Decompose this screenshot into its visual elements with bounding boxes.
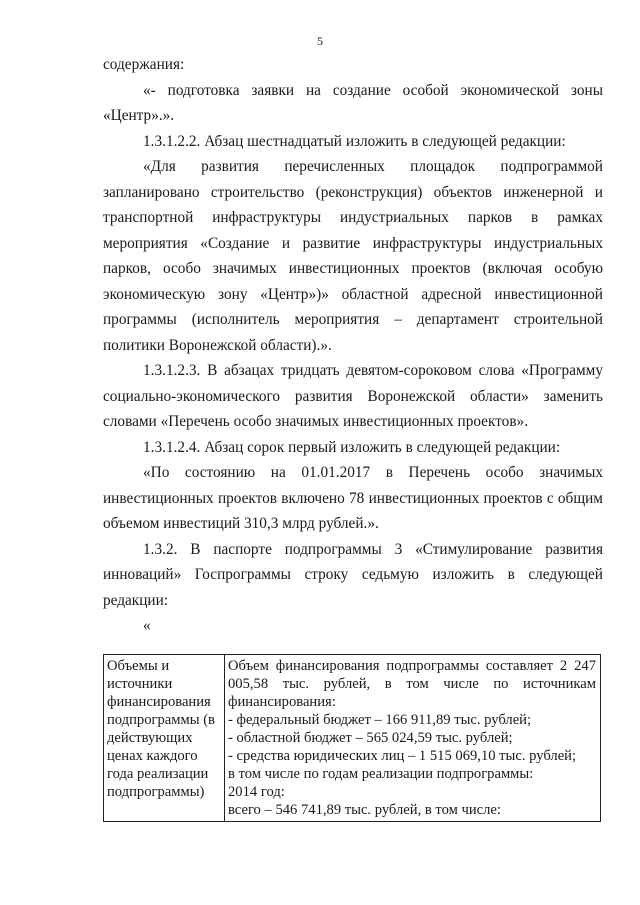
- paragraph: 1.3.1.2.2. Абзац шестнадцатый изложить в следующей редакции:: [143, 132, 566, 150]
- paragraph: 1.3.1.2.3. В абзацах тридцать девятом-сороковом слова «Программу социально-экономического развития Воронежской области» заменить словами «Перечень особо значимых инвестиционных проектов».: [103, 362, 603, 430]
- table-line: - средства юридических лиц – 1 515 069,10 тыс. рублей;: [228, 748, 577, 764]
- table-line: - областной бюджет – 565 024,59 тыс. рублей;: [228, 730, 513, 746]
- table-cell-label: Объемы и источники финансирования подпрограммы (в действующих ценах каждого года реализации подпрограммы): [104, 655, 225, 822]
- table-line: Объем финансирования подпрограммы составляет 2 247 005,58 тыс. рублей, в том числе по источникам финансирования:: [228, 658, 596, 710]
- table-cell-value: [225, 655, 601, 822]
- paragraph: «По состоянию на 01.01.2017 в Перечень особо значимых инвестиционных проектов включено 78 инвестиционных проектов с общим объемом инвестиций 310,3 млрд рублей.».: [103, 464, 603, 532]
- table-line: всего – 546 741,89 тыс. рублей, в том числе:: [228, 802, 501, 818]
- paragraph: 1.3.2. В паспорте подпрограммы 3 «Стимулирование развития инноваций» Госпрограммы строку седьмую изложить в следующей редакции:: [103, 540, 603, 609]
- paragraph: 1.3.1.2.4. Абзац сорок первый изложить в следующей редакции:: [143, 438, 561, 456]
- paragraph: «Для развития перечисленных площадок подпрограммой запланировано строительство (реконструкция) объектов инженерной и транспортной инфраструктуры индустриальных парков в рамках мероприятия «Создание и развитие инфраструктуры индустриальных парков, особо значимых инвестиционных проектов (включая особую экономическую зону «Центр»)» областной адресной инвестиционной программы (исполнитель мероприятия – департамент строительной политики Воронежской области).».: [103, 158, 603, 354]
- table-row: [104, 655, 601, 822]
- table-line: - федеральный бюджет – 166 911,89 тыс. рублей;: [228, 712, 532, 728]
- table-line: 2014 год:: [228, 784, 285, 800]
- table-line: в том числе по годам реализации подпрограммы:: [228, 766, 534, 782]
- opening-quote: «: [143, 617, 151, 634]
- paragraph: содержания:: [103, 56, 185, 73]
- paragraph: «- подготовка заявки на создание особой экономической зоны «Центр».».: [103, 81, 603, 124]
- page-number: 5: [317, 34, 323, 48]
- passport-table: [103, 654, 601, 822]
- document-body: [103, 52, 603, 639]
